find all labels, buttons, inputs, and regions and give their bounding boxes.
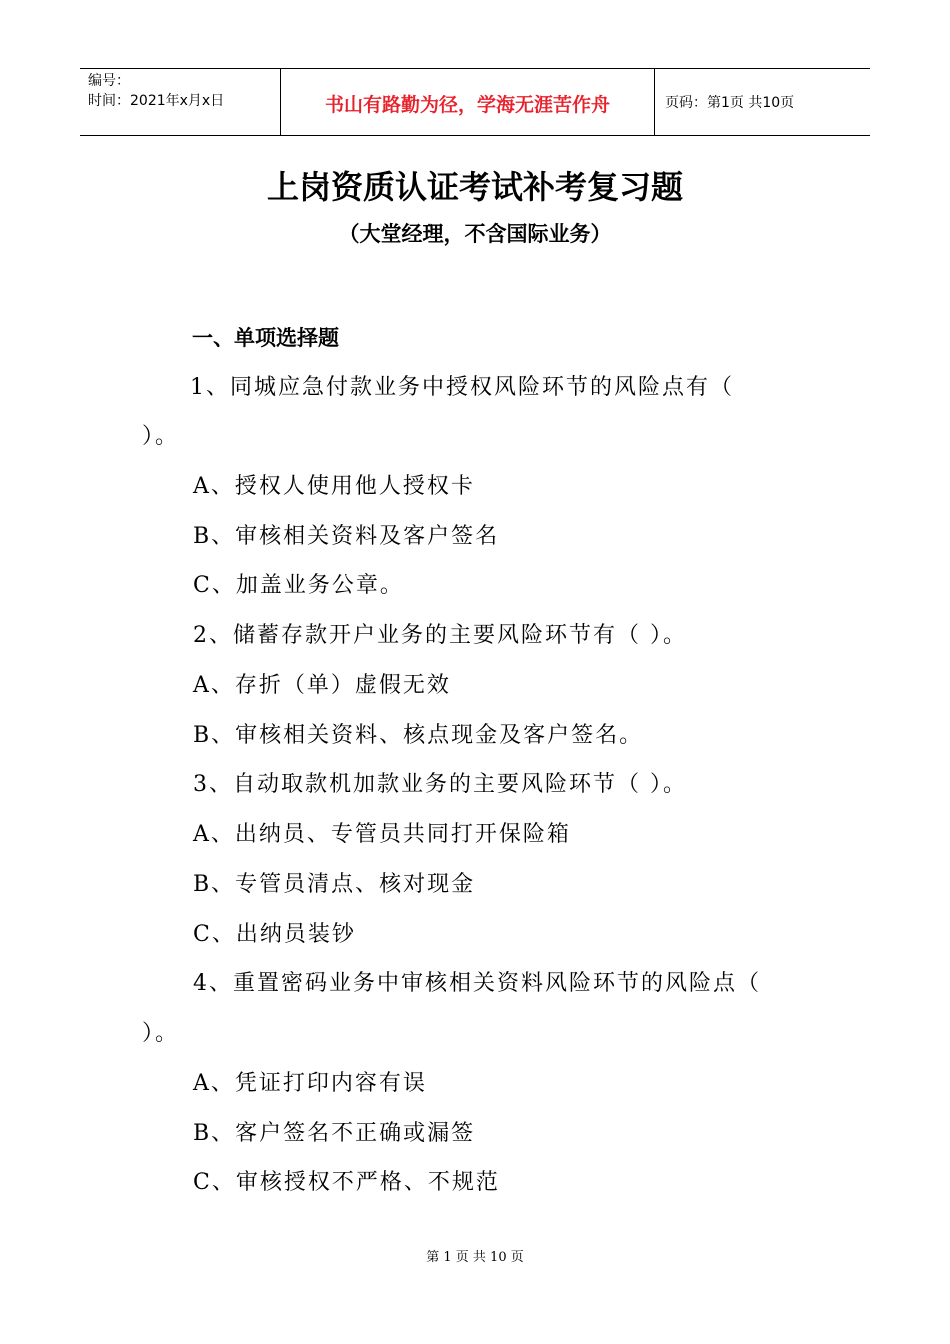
question-line: ）。 [142,1021,180,1046]
option-line: A、凭证打印内容有误 [193,1071,427,1096]
page-footer: 第 1 页 共 10 页 [426,1250,524,1265]
option-line: A、出纳员、专管员共同打开保险箱 [193,822,571,847]
time-label: 时间：2021年x月x日 [88,93,225,109]
page-info: 页码：第1页 共10页 [665,95,795,111]
header-meta-cell [80,69,281,135]
question-line: ）。 [142,424,180,449]
motto: 书山有路勤为径，学海无涯苦作舟 [281,69,655,135]
page-subtitle: （大堂经理，不含国际业务） [338,222,612,246]
number-label: 编号： [88,73,130,89]
question-line: 1、同城应急付款业务中授权风险环节的风险点有（ [190,375,734,400]
option-line: C、审核授权不严格、不规范 [193,1170,500,1195]
option-line: B、客户签名不正确或漏签 [193,1121,476,1146]
section-title: 一、单项选择题 [192,326,339,350]
question-line: 2、储蓄存款开户业务的主要风险环节有（ ）。 [193,623,687,648]
question-line: 3、自动取款机加款业务的主要风险环节（ ）。 [193,772,687,797]
option-line: C、加盖业务公章。 [193,573,404,598]
option-line: A、存折（单）虚假无效 [193,673,451,698]
page-title: 上岗资质认证考试补考复习题 [266,168,683,206]
option-line: B、专管员清点、核对现金 [193,872,476,897]
option-line: B、审核相关资料及客户签名 [193,524,500,549]
option-line: B、审核相关资料、核点现金及客户签名。 [193,723,644,748]
document-header [80,68,870,136]
option-line: C、出纳员装钞 [193,922,356,947]
question-line: 4、重置密码业务中审核相关资料风险环节的风险点（ [193,971,761,996]
option-line: A、授权人使用他人授权卡 [193,474,475,499]
